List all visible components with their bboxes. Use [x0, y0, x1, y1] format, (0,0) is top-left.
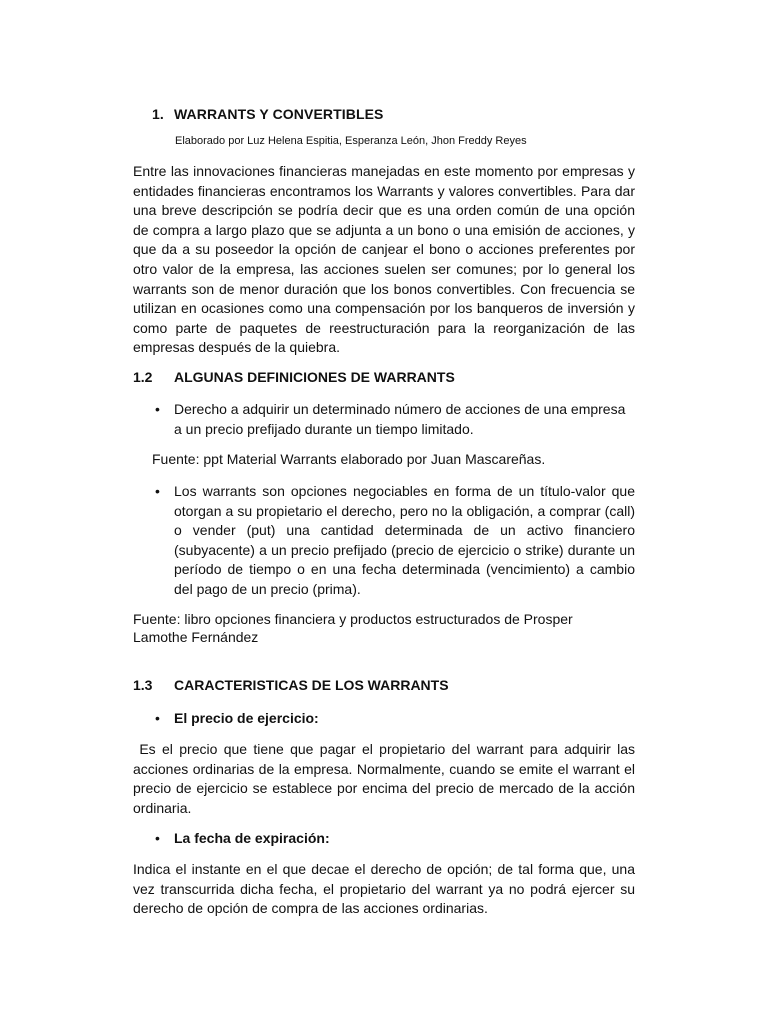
feature-bullet-2	[155, 829, 635, 849]
intro-paragraph: Entre las innovaciones financieras manejadas en este momento por empresas y entidades financieras encontramos los Warrants y valores convertibles. Para dar una breve descripción se podría decir que es una orden común de una opción de compra a largo plazo que se adjunta a un bono o una emisión de acciones, y que da a su poseedor la opción de canjear el bono o acciones preferentes por otro valor de la empresa, las acciones suelen ser comunes; por lo general los warrants son de menor duración que los bonos convertibles. Con frecuencia se utilizan en ocasiones como una compensación por los banqueros de inversión y como parte de paquetes de reestructuración para la reorganización de las empresas después de la quiebra.	[133, 163, 635, 356]
section-1-2-title: ALGUNAS DEFINICIONES DE WARRANTS	[174, 369, 455, 385]
definition-2-text: Los warrants son opciones negociables en forma de un título-valor que otorgan a su propietario el derecho, pero no la obligación, a comprar (call) o vender (put) una cantidad determinada de un activo financiero (subyacente) a un precio prefijado (precio de ejercicio o strike) durante un período de tiempo o en una fecha determinada (vencimiento) a cambio del pago de un precio (prima).	[174, 483, 635, 597]
source-1: Fuente: ppt Material Warrants elaborado por Juan Mascareñas.	[152, 451, 546, 467]
feature-2-title: La fecha de expiración:	[174, 830, 330, 846]
bullet-icon: •	[155, 483, 160, 499]
section-1-3-heading	[133, 677, 449, 693]
section-1-heading	[152, 106, 383, 122]
section-1-2-heading	[133, 369, 455, 385]
source-2	[133, 610, 635, 647]
feature-2-paragraph: Indica el instante en el que decae el derecho de opción; de tal forma que, una vez transcurrida dicha fecha, el propietario del warrant ya no podrá ejercer su derecho de opción de compra de las acciones ordinarias.	[133, 861, 635, 917]
section-1-3-title: CARACTERISTICAS DE LOS WARRANTS	[174, 677, 449, 693]
definition-bullet-2	[155, 482, 635, 600]
section-1-3-number: 1.3	[133, 677, 153, 693]
definition-bullet-1	[155, 400, 635, 439]
section-1-number: 1.	[152, 106, 164, 122]
section-1-title: WARRANTS Y CONVERTIBLES	[174, 106, 384, 122]
definition-1-text: Derecho a adquirir un determinado número de acciones de una empresa a un precio prefijado durante un tiempo limitado.	[174, 401, 626, 437]
bullet-icon: •	[155, 401, 160, 417]
feature-1-paragraph: Es el precio que tiene que pagar el propietario del warrant para adquirir las acciones ordinarias de la empresa. Normalmente, cuando se emite el warrant el precio de ejercicio se establece por encima del precio de mercado de la acción ordinaria.	[133, 741, 639, 816]
authors-line: Elaborado por Luz Helena Espitia, Esperanza León, Jhon Freddy Reyes	[175, 135, 527, 147]
feature-1-title: El precio de ejercicio:	[174, 710, 319, 726]
feature-bullet-1	[155, 709, 635, 729]
bullet-icon: •	[155, 830, 160, 846]
source-2-line-2: Lamothe Fernández	[133, 628, 259, 645]
section-1-2-number: 1.2	[133, 369, 153, 385]
source-2-line-1: Fuente: libro opciones financiera y productos estructurados de Prosper	[133, 611, 573, 627]
bullet-icon: •	[155, 710, 160, 726]
